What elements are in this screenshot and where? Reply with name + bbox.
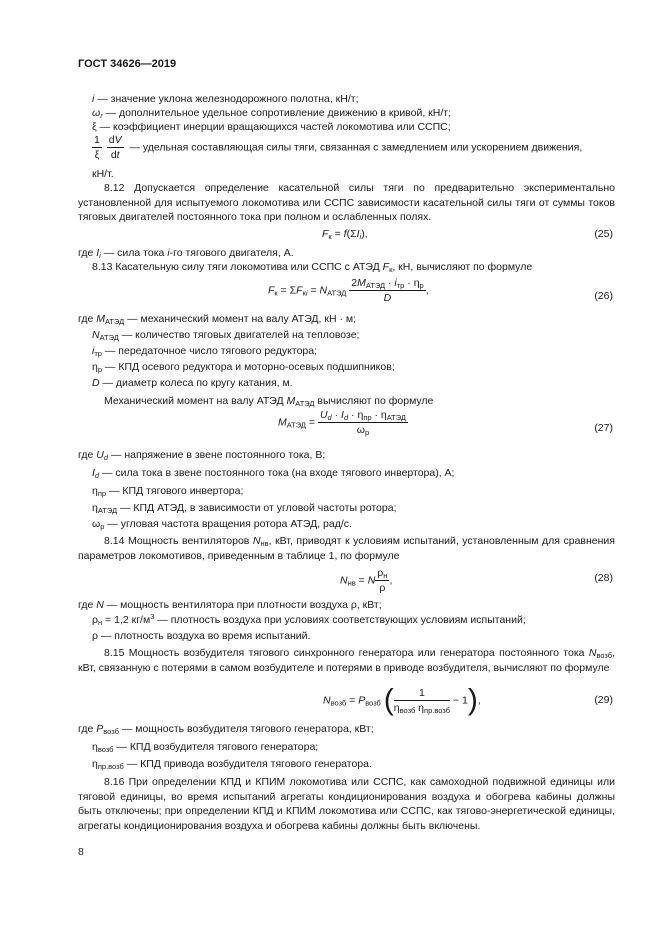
- equation-number-29: (29): [594, 694, 613, 706]
- equation-number-26: (26): [594, 290, 613, 302]
- def-omega-r2: $\omega_р$ — угловая частота вращения ротора АТЭД, рад/с.: [92, 518, 352, 531]
- def-dv-dt-unit: кН/т.: [92, 168, 114, 180]
- formula-29: $N_{возб} = P_{возб}$ ( $\frac{1}{\eta_{возб} \eta_{пр.возб}}$ − 1),: [323, 683, 481, 717]
- formula-27: $M_{АТЭД}$ = $\frac{U_d \cdot I_d \cdot \eta_{пр} \cdot \eta_{АТЭД}}{\omega_р}$: [278, 409, 406, 437]
- def-m-ated: где $M_{АТЭД}$ — механический момент на валу АТЭД, кН · м;: [78, 313, 356, 326]
- equation-number-28: (28): [594, 572, 613, 584]
- def-p-vozb: где $P_{возб}$ — мощность возбудителя тягового генератора, кВт;: [78, 723, 374, 736]
- page-number: 8: [78, 846, 84, 858]
- def-i-tr: $i_{тр}$ — передаточное число тягового редуктора;: [92, 345, 318, 358]
- document-header: ГОСТ 34626—2019: [78, 58, 177, 70]
- formula-26: $F_к = \Sigma F_{кi} = N_{АТЭД}$ $\frac{2M_{АТЭД} \cdot i_{тр} \cdot \eta_р}{D}$ ,: [268, 277, 429, 304]
- paragraph-8-13: 8.13 Касательную силу тяги локомотива или ССПС с АТЭД $F_к$, кН, вычисляют по формуле: [92, 261, 533, 274]
- def-eta-vozb: $\eta_{возб}$ — КПД возбудителя тягового генератора;: [92, 741, 319, 754]
- def-i: i — значение уклона железнодорожного полотна, кН/т;: [92, 93, 359, 105]
- def-i-d: $I_d$ — сила тока в звене постоянного тока (на входе тягового инвертора), А;: [92, 467, 455, 480]
- def-xi: ξ — коэффициент инерции вращающихся частей локомотива или ССПС;: [92, 121, 451, 133]
- equation-number-25: (25): [594, 228, 613, 240]
- def-rho-n: $\rho_н = 1,2$ $кг/м^3$ — плотность воздуха при условиях соответствующих условиям испытаний;: [92, 612, 526, 627]
- formula-28: $N_{нв} = N$ $\frac{\rho_н}{\rho}$ ,: [340, 567, 393, 594]
- def-n-ated: $N_{АТЭД}$ — количество тяговых двигателей на тепловозе;: [92, 329, 360, 342]
- def-eta-ated: $\eta_{АТЭД}$ — КПД АТЭД, в зависимости от угловой частоты ротора;: [92, 502, 397, 515]
- def-eta-pr: $\eta_{пр}$ — КПД тягового инвертора;: [92, 485, 244, 498]
- def-eta-r: $\eta_р$ — КПД осевого редуктора и моторно-осевых подшипников;: [92, 361, 395, 374]
- def-u-d: где $U_d$ — напряжение в звене постоянного тока, В;: [78, 449, 326, 462]
- def-n-fan: где N — мощность вентилятора при плотности воздуха ρ, кВт;: [78, 599, 382, 611]
- def-omega-r: $\omega_r$ — дополнительное удельное сопротивление движению в кривой, кН/т;: [92, 107, 452, 120]
- fraction-1-xi: $\frac{1}{\xi}$: [94, 134, 100, 161]
- equation-number-27: (27): [594, 422, 613, 434]
- def-current-i: где $I_i$ — сила тока i-го тягового двигателя, А.: [78, 247, 294, 260]
- paragraph-8-14: 8.14 Мощность вентиляторов $N_{нв}$, кВт, приводят к условиям испытаний, установленным для сравнения параметров локомотивов, приведенным в таблице 1, по формуле: [78, 535, 615, 562]
- def-rho: ρ — плотность воздуха во время испытаний.: [92, 630, 311, 642]
- paragraph-moment: Механический момент на валу АТЭД $M_{АТЭД}$ вычисляют по формуле: [104, 395, 434, 408]
- def-dv-dt: $\frac{1}{\xi}$ $\frac{dV}{dt}$ — удельная составляющая силы тяги, связанная с замедлением или ускорением движения,: [94, 134, 583, 161]
- def-eta-pr-vozb: $\eta_{пр.возб}$ — КПД привода возбудителя тягового генератора.: [92, 758, 372, 771]
- formula-25: $F_к = f(\Sigma I_i)$,: [322, 228, 368, 241]
- def-d: D — диаметр колеса по кругу катания, м.: [92, 377, 293, 389]
- paragraph-8-12: 8.12 Допускается определение касательной силы тяги по предварительно экспериментально установленной для испытуемого локомотива или ССПС зависимости касательной силы тяги от суммы токов тяговых двигателей постоянного тока при полном и ослабленных полях.: [78, 182, 615, 224]
- paragraph-8-15: 8.15 Мощность возбудителя тягового синхронного генератора или генератора постоянного тока $N_{возб}$, кВт, связанную с потерями в самом возбудителе и потерями в приводе возбудителя, вычисляют по формуле: [78, 647, 615, 674]
- paragraph-8-16: 8.16 При определении КПД и КПИМ локомотива или ССПС, как самоходной подвижной единицы или тяговой единицы, во время испытаний агрегаты кондиционирования воздуха и обогрева кабины должны быть отключены; при определении КПД и КПИМ локомотива или ССПС, как тягово-энергетической единицы, агрегаты кондиционирования воздуха и обогрева кабины должны быть включены.: [78, 776, 615, 832]
- fraction-dv-dt: $\frac{dV}{dt}$: [108, 134, 122, 161]
